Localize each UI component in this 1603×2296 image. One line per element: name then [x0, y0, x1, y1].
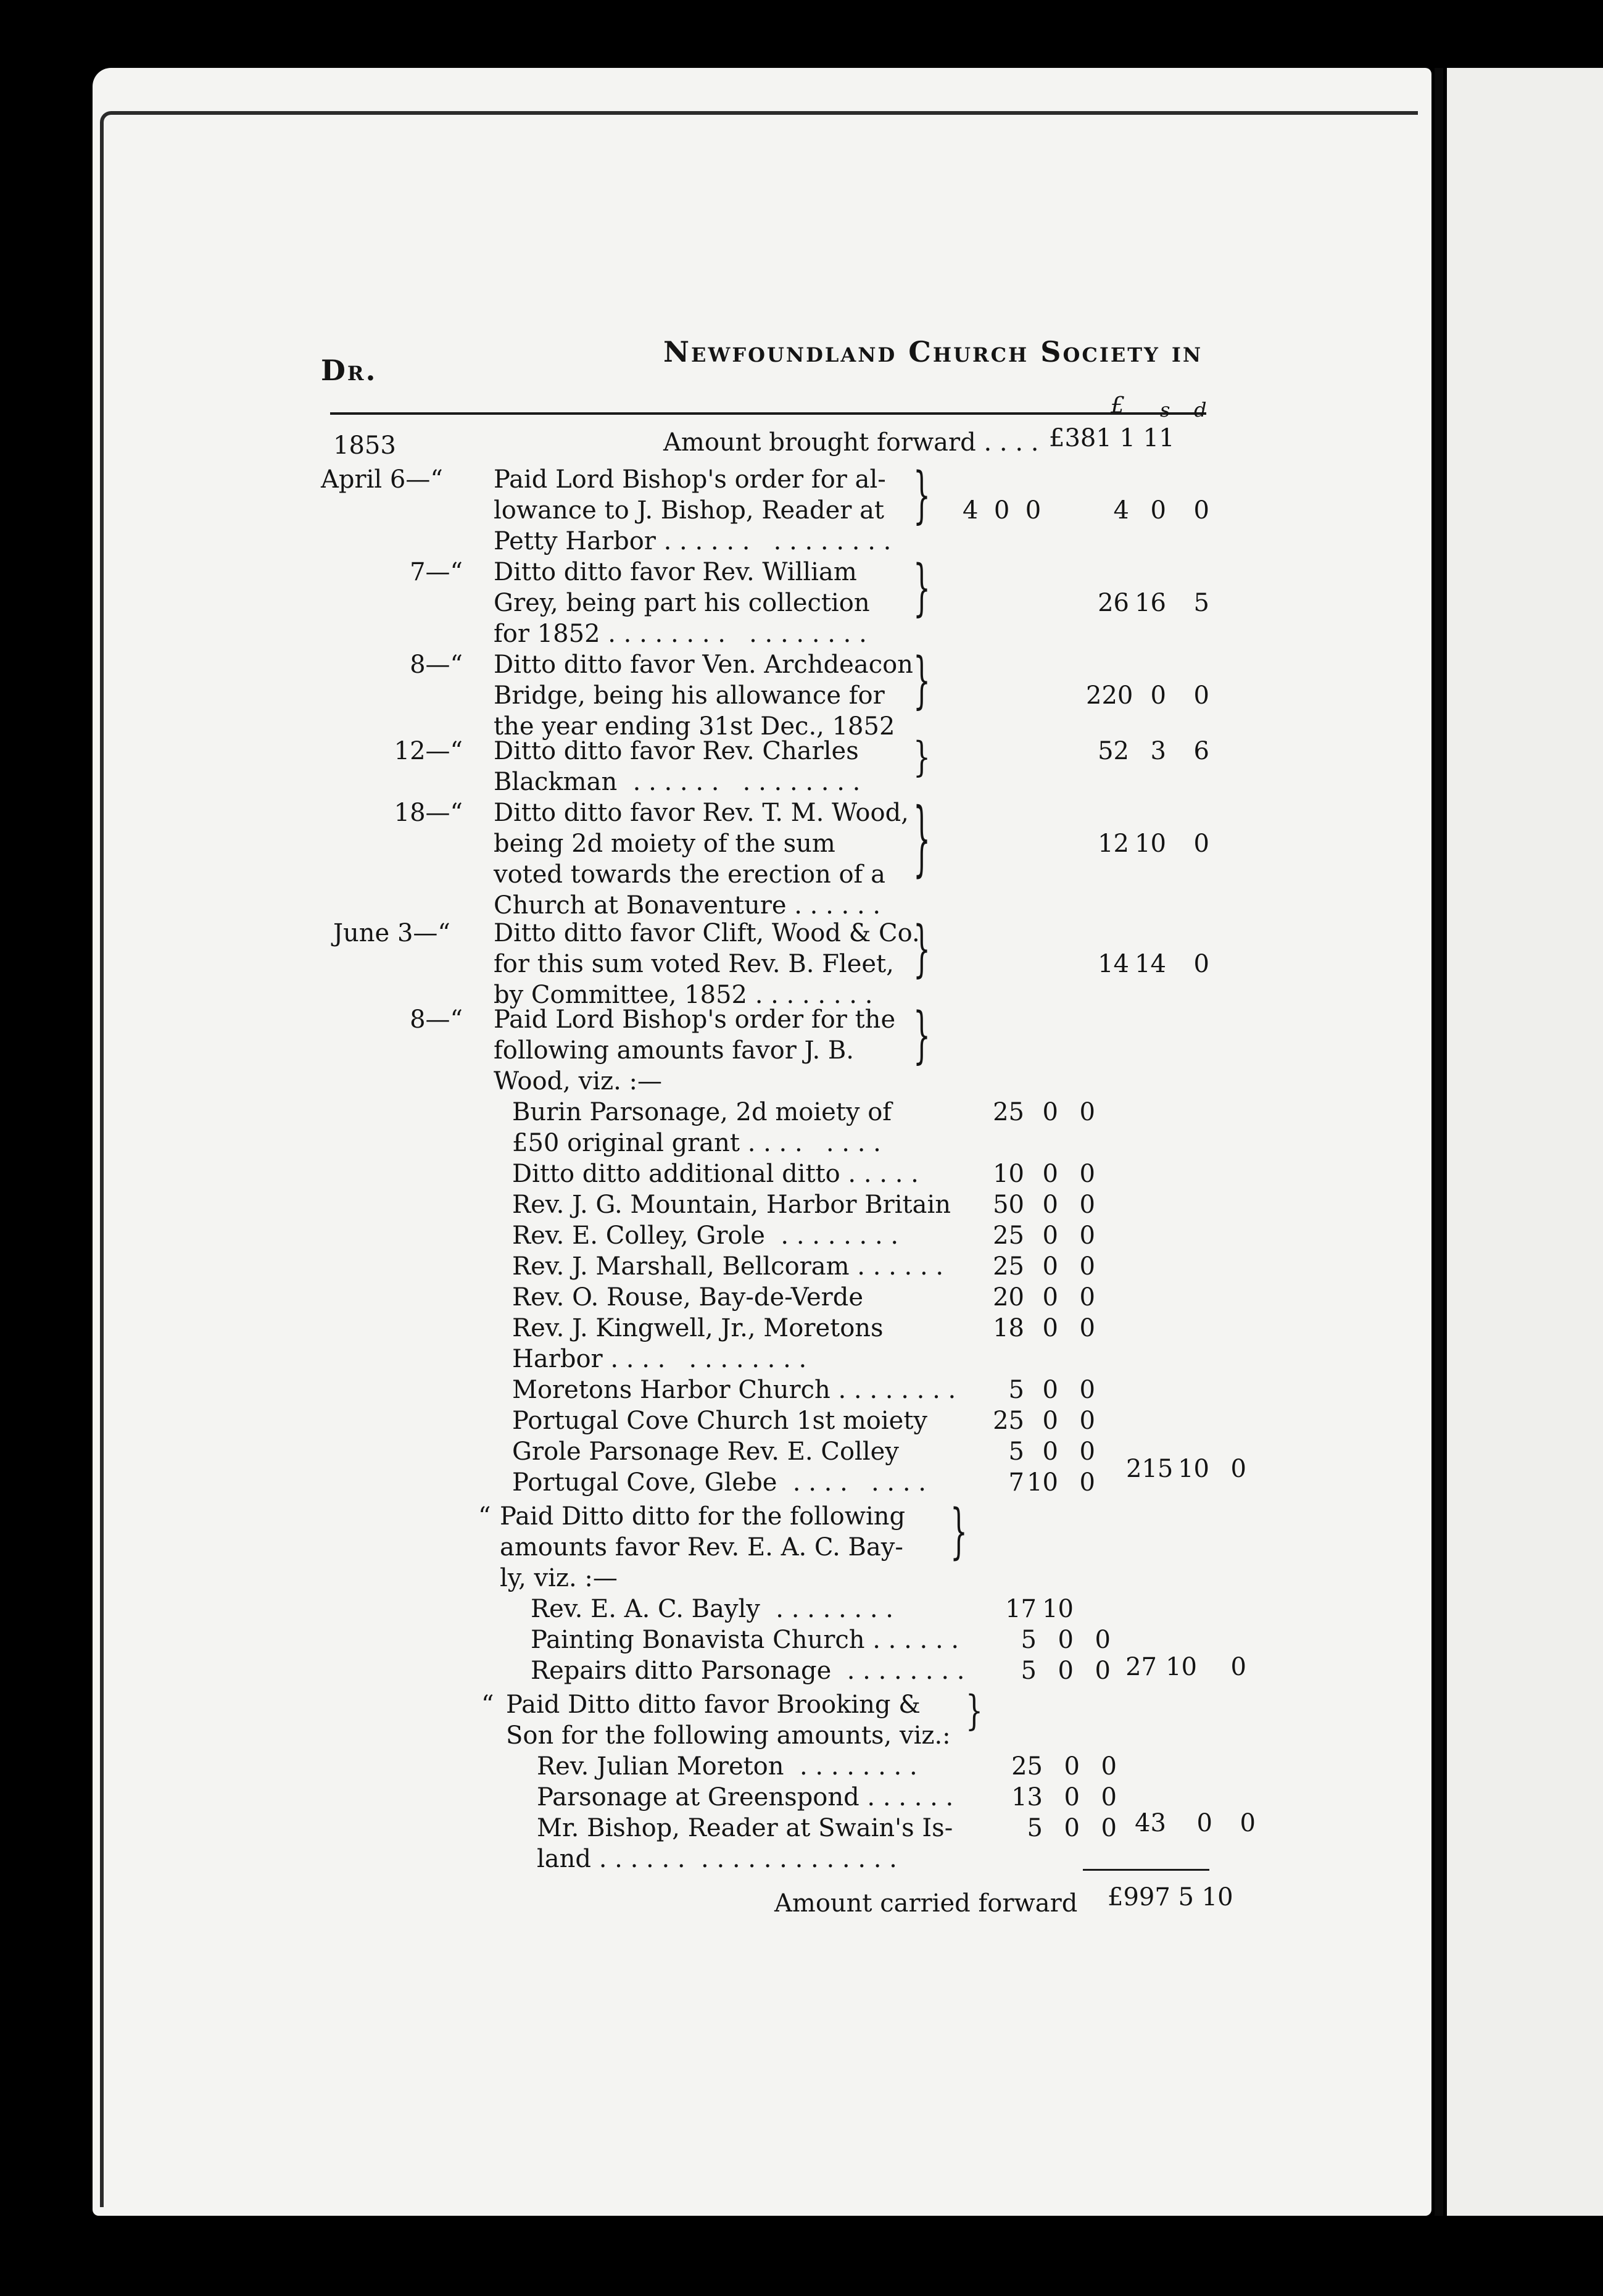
brooking-subtotal-pounds: 43 [1135, 1809, 1166, 1837]
bayly-item-text: Repairs ditto Parsonage . . . . . . . . [531, 1657, 965, 1685]
wood-item-amount-shillings: 0 [1042, 1314, 1058, 1342]
wood-item-amount-shillings: 0 [1042, 1252, 1058, 1281]
bayly-item-amount-shillings: 0 [1058, 1626, 1074, 1654]
brooking-item-amount-shillings: 0 [1064, 1814, 1080, 1842]
wood-item-text: Portugal Cove, Glebe . . . . . . . . [512, 1468, 926, 1497]
brace: } [966, 1687, 983, 1735]
year: 1853 [333, 431, 396, 460]
entry-date: June 3—“ [333, 919, 450, 947]
carried-forward-label: Amount carried forward [774, 1889, 1078, 1918]
wood-item-amount-shillings: 0 [1042, 1376, 1058, 1404]
entry-total-pounds: 14 [1098, 950, 1129, 978]
entry-text: Paid Lord Bishop's order for the [494, 1005, 896, 1034]
wood-item-amount-pence: 0 [1079, 1221, 1095, 1250]
entry-total-pounds: 26 [1098, 589, 1129, 617]
entry-total-shillings: 3 [1150, 737, 1166, 765]
brace: } [913, 460, 930, 531]
wood-subtotal-shillings: 10 [1178, 1455, 1209, 1483]
entry-total-pence: 0 [1193, 681, 1209, 710]
bayly-subtotal-shillings: 10 [1166, 1653, 1197, 1681]
wood-item-amount-shillings: 0 [1042, 1098, 1058, 1126]
entry-text: Ditto ditto favor Rev. William [494, 558, 857, 586]
bayly-text: amounts favor Rev. E. A. C. Bay- [500, 1533, 903, 1562]
pounds-heading: £ [1111, 393, 1125, 418]
entry-total-pence: 0 [1193, 830, 1209, 858]
wood-item-amount-pounds: 5 [1008, 1376, 1024, 1404]
brooking-text: Son for the following amounts, viz.: [506, 1721, 951, 1750]
entry-text: for 1852 . . . . . . . . . . . . . . . . [494, 620, 867, 648]
entry-text: Blackman . . . . . . . . . . . . . . [494, 768, 861, 796]
wood-item-amount-pence: 0 [1079, 1468, 1095, 1497]
entry-total-shillings: 0 [1150, 681, 1166, 710]
bayly-subtotal-pounds: 27 [1125, 1653, 1157, 1681]
entry-total-pence: 6 [1193, 737, 1209, 765]
wood-item-amount-pounds: 25 [993, 1098, 1024, 1126]
wood-item-amount-pence: 0 [1079, 1314, 1095, 1342]
entry-text: Ditto ditto favor Clift, Wood & Co. [494, 919, 920, 947]
bayly-text: ly, viz. :— [500, 1564, 618, 1592]
wood-item-amount-pence: 0 [1079, 1252, 1095, 1281]
wood-item-text: Moretons Harbor Church . . . . . . . . [512, 1376, 956, 1404]
wood-item-amount-pence: 0 [1079, 1283, 1095, 1312]
entry-date: 18—“ [394, 799, 463, 827]
dr-label: Dr. [321, 354, 378, 387]
entry-total-pounds: 52 [1098, 737, 1129, 765]
brooking-subtotal-pence: 0 [1240, 1809, 1256, 1837]
wood-item-text: Burin Parsonage, 2d moiety of [512, 1098, 892, 1126]
page-title: Newfoundland Church Society in [663, 335, 1203, 368]
entry-total-pounds: 12 [1098, 830, 1129, 858]
brooking-item-text: Rev. Julian Moreton . . . . . . . . [537, 1752, 917, 1781]
entry-text: Ditto ditto favor Rev. T. M. Wood, [494, 799, 909, 827]
entry-total-pence: 5 [1193, 589, 1209, 617]
wood-item-amount-pence: 0 [1079, 1437, 1095, 1466]
entry-total-pounds: 220 [1086, 681, 1133, 710]
wood-item-amount-pounds: 18 [993, 1314, 1024, 1342]
header-rule [330, 412, 1206, 415]
brooking-subtotal-shillings: 0 [1196, 1809, 1212, 1837]
bayly-item-amount-pence: 0 [1095, 1657, 1111, 1685]
wood-subtotal-pence: 0 [1230, 1455, 1246, 1483]
entry-total-pence: 0 [1193, 496, 1209, 525]
wood-item-text: Grole Parsonage Rev. E. Colley [512, 1437, 899, 1466]
brooking-item-amount-shillings: 0 [1064, 1752, 1080, 1781]
bayly-item-text: Painting Bonavista Church . . . . . . [531, 1626, 959, 1654]
wood-item-amount-pounds: 5 [1008, 1437, 1024, 1466]
wood-item-amount-shillings: 0 [1042, 1407, 1058, 1435]
wood-item-text: Rev. J. Kingwell, Jr., Moretons [512, 1314, 884, 1342]
bayly-text: Paid Ditto ditto for the following [500, 1502, 906, 1531]
wood-item-text: Rev. J. Marshall, Bellcoram . . . . . . [512, 1252, 944, 1281]
brooking-item-text: Mr. Bishop, Reader at Swain's Is- [537, 1814, 953, 1842]
brooking-item-amount-pounds: 5 [1027, 1814, 1043, 1842]
entry-text: Petty Harbor . . . . . . . . . . . . . . [494, 527, 892, 555]
wood-item-text: Portugal Cove Church 1st moiety [512, 1407, 928, 1435]
entry-total-shillings: 14 [1135, 950, 1166, 978]
wood-item-amount-pence: 0 [1079, 1160, 1095, 1188]
bayly-item-amount-shillings: 10 [1042, 1595, 1074, 1623]
wood-item-amount-shillings: 0 [1042, 1191, 1058, 1219]
entry-total-pence: 0 [1193, 950, 1209, 978]
wood-item-amount-shillings: 10 [1027, 1468, 1058, 1497]
brooking-item-amount-pence: 0 [1101, 1752, 1117, 1781]
wood-item-text: Harbor . . . . . . . . . . . . [512, 1345, 807, 1373]
bayly-item-amount-shillings: 0 [1058, 1657, 1074, 1685]
wood-item-amount-pence: 0 [1079, 1407, 1095, 1435]
bayly-item-text: Rev. E. A. C. Bayly . . . . . . . . [531, 1595, 894, 1623]
carried-forward-amount: £997 5 10 [1108, 1883, 1233, 1911]
bayly-item-amount-pounds: 5 [1021, 1657, 1037, 1685]
entry-text: Ditto ditto favor Ven. Archdeacon [494, 651, 913, 679]
entry-date: 7—“ [410, 558, 463, 586]
entry-text: for this sum voted Rev. B. Fleet, [494, 950, 894, 978]
brought-forward-label: Amount brought forward . . . . [663, 428, 1039, 457]
entry-total-shillings: 16 [1135, 589, 1166, 617]
entry-inner-amount: 4 0 0 [963, 496, 1042, 525]
gutter [1435, 68, 1443, 2216]
brooking-item-amount-pounds: 25 [1011, 1752, 1043, 1781]
brace: } [913, 646, 930, 717]
brooking-text: Paid Ditto ditto favor Brooking & [506, 1691, 921, 1719]
total-rule [1083, 1869, 1209, 1871]
wood-item-amount-pounds: 20 [993, 1283, 1024, 1312]
entry-text: the year ending 31st Dec., 1852 [494, 712, 895, 741]
bayly-subtotal-pence: 0 [1230, 1653, 1246, 1681]
wood-item-amount-shillings: 0 [1042, 1221, 1058, 1250]
facing-page-edge [1447, 68, 1603, 2216]
wood-item-amount-pounds: 25 [993, 1407, 1024, 1435]
entry-total-shillings: 10 [1135, 830, 1166, 858]
pence-heading: d [1194, 398, 1207, 422]
shillings-heading: s [1160, 398, 1170, 422]
wood-item-amount-shillings: 0 [1042, 1160, 1058, 1188]
wood-item-amount-pounds: 7 [1008, 1468, 1024, 1497]
wood-item-text: Rev. E. Colley, Grole . . . . . . . . [512, 1221, 899, 1250]
wood-subtotal-pounds: 215 [1126, 1455, 1174, 1483]
brought-forward-amount: £381 1 11 [1049, 424, 1175, 452]
wood-item-amount-shillings: 0 [1042, 1283, 1058, 1312]
entry-text: being 2d moiety of the sum [494, 830, 835, 858]
wood-item-text: Rev. J. G. Mountain, Harbor Britain [512, 1191, 951, 1219]
wood-item-text: £50 original grant . . . . . . . . [512, 1129, 881, 1157]
entry-text: Church at Bonaventure . . . . . . [494, 891, 881, 920]
entry-text: Wood, viz. :— [494, 1067, 662, 1096]
entry-text: following amounts favor J. B. [494, 1036, 855, 1065]
wood-item-amount-pence: 0 [1079, 1191, 1095, 1219]
bayly-item-amount-pounds: 17 [1005, 1595, 1037, 1623]
entry-total-pounds: 4 [1113, 496, 1129, 525]
brace: } [913, 553, 930, 624]
brooking-item-text: land . . . . . . . . . . . . . . . . . . . [537, 1845, 897, 1873]
brace: } [913, 914, 930, 985]
entry-text: Bridge, being his allowance for [494, 681, 885, 710]
entry-date: 8—“ [410, 651, 463, 679]
entry-date: 8—“ [410, 1005, 463, 1034]
wood-item-text: Ditto ditto additional ditto . . . . . [512, 1160, 919, 1188]
wood-item-amount-pounds: 25 [993, 1221, 1024, 1250]
wood-item-amount-shillings: 0 [1042, 1437, 1058, 1466]
brace: } [913, 1000, 930, 1071]
brooking-item-amount-pence: 0 [1101, 1783, 1117, 1811]
entry-total-shillings: 0 [1150, 496, 1166, 525]
wood-item-amount-pounds: 50 [993, 1191, 1024, 1219]
entry-text: voted towards the erection of a [494, 860, 885, 889]
wood-item-amount-pounds: 25 [993, 1252, 1024, 1281]
entry-date: April 6—“ [321, 465, 443, 494]
brace: } [913, 792, 930, 886]
bayly-date: “ [478, 1502, 491, 1531]
entry-text: lowance to J. Bishop, Reader at [494, 496, 885, 525]
brooking-item-amount-shillings: 0 [1064, 1783, 1080, 1811]
entry-text: Grey, being part his collection [494, 589, 870, 617]
brooking-date: “ [481, 1691, 494, 1719]
bayly-item-amount-pounds: 5 [1021, 1626, 1037, 1654]
brooking-item-text: Parsonage at Greenspond . . . . . . [537, 1783, 954, 1811]
wood-item-text: Rev. O. Rouse, Bay-de-Verde [512, 1283, 864, 1312]
bayly-item-amount-pence: 0 [1095, 1626, 1111, 1654]
entry-text: by Committee, 1852 . . . . . . . . [494, 981, 873, 1009]
entry-text: Paid Lord Bishop's order for al- [494, 465, 886, 494]
brooking-item-amount-pence: 0 [1101, 1814, 1117, 1842]
brace: } [950, 1497, 967, 1567]
entry-date: 12—“ [394, 737, 463, 765]
brace: } [913, 734, 930, 781]
wood-item-amount-pence: 0 [1079, 1376, 1095, 1404]
entry-text: Ditto ditto favor Rev. Charles [494, 737, 859, 765]
wood-item-amount-pounds: 10 [993, 1160, 1024, 1188]
brooking-item-amount-pounds: 13 [1011, 1783, 1043, 1811]
wood-item-amount-pence: 0 [1079, 1098, 1095, 1126]
